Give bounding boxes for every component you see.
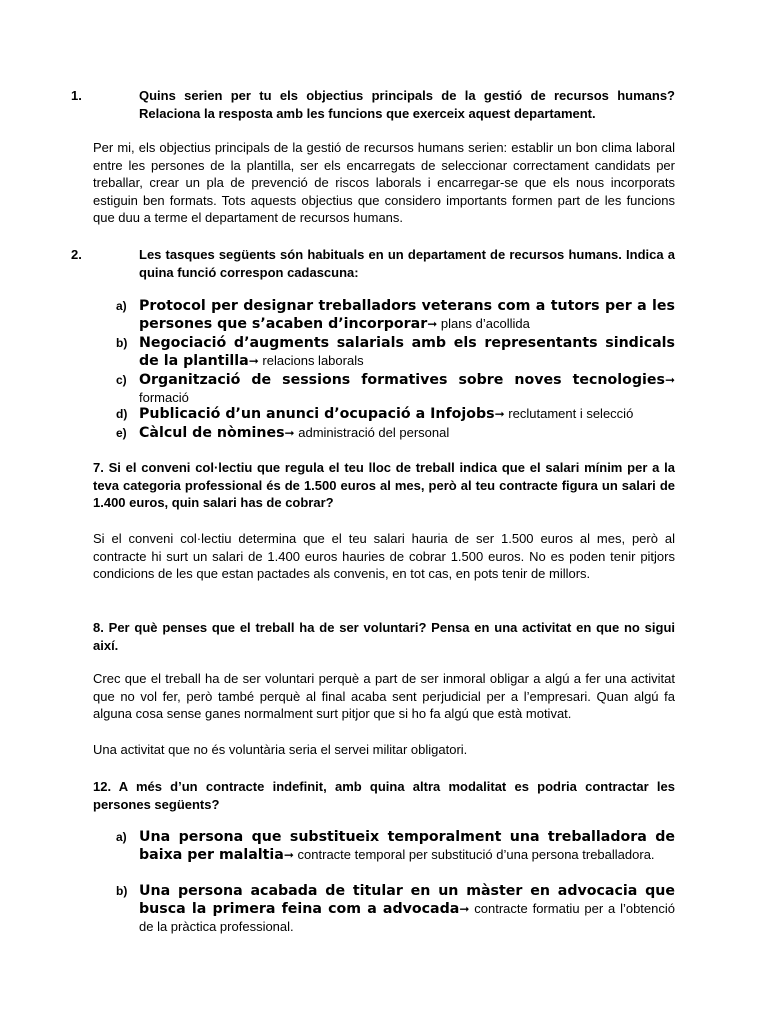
- option-text: Una persona acabada de titular en un màster en advocacia que busca la primera feina com a advocada: [139, 883, 675, 917]
- answer-7: Si el conveni col·lectiu determina que el teu salari hauria de ser 1.500 euros al mes, però al contracte hi surt un salari de 1.400 euros hauries de cobrar 1.500 euros. No es poden tenir pitjors condicions de les que estan pactades als convenis, en tot cas, en pots tenir de millors.: [93, 531, 675, 581]
- option-answer: reclutament i selecció: [508, 406, 634, 421]
- option-answer: contracte temporal per substitució d’una persona treballadora.: [297, 847, 655, 862]
- question-12: 12. A més d’un contracte indefinit, amb quina altra modalitat es podria contractar les persones següents?: [93, 779, 675, 812]
- option-answer: contracte formatiu per a l’obtenció de la pràctica professional.: [139, 901, 675, 934]
- arrow-icon: ➞: [283, 848, 294, 862]
- option-answer: plans d’acollida: [440, 316, 530, 331]
- q2-option-e: [116, 424, 675, 442]
- answer-8-paragraph-1: Crec que el treball ha de ser voluntari perquè a part de ser inmoral obligar a algú a fer una activitat que no vol fer, però també perquè al final acaba sent perjudicial per a l’empresari. Quan algú fa alguna cosa sense ganes normalment surt pitjor que si ho fa algú que està motivat.: [93, 671, 675, 721]
- q12-option-b: [116, 882, 675, 935]
- question-8: 8. Per què penses que el treball ha de ser voluntari? Pensa en una activitat en que no sigui així.: [93, 620, 675, 653]
- arrow-icon: ➞: [459, 902, 470, 916]
- option-letter: b): [116, 884, 128, 898]
- question-7: 7. Si el conveni col·lectiu que regula el teu lloc de treball indica que el salari mínim per a la teva categoria professional és de 1.500 euros al mes, però al teu contracte figura un salari de 1.400 euros, quin salari has de cobrar?: [93, 460, 675, 510]
- option-answer: formació: [139, 390, 189, 405]
- arrow-icon: ➞: [427, 317, 438, 331]
- option-text: Organització de sessions formatives sobre noves tecnologies: [139, 372, 665, 388]
- option-text: Una persona que substitueix temporalment una treballadora de baixa per malaltia: [139, 829, 675, 863]
- option-text: Protocol per designar treballadors veterans com a tutors per a les persones que s’acaben d’incorporar: [139, 298, 675, 332]
- option-letter: d): [116, 407, 128, 421]
- arrow-icon: ➞: [284, 426, 295, 440]
- question-1-text: Quins serien per tu els objectius principals de la gestió de recursos humans? Relaciona la resposta amb les funcions que exerceix aquest departament.: [139, 88, 675, 121]
- option-letter: e): [116, 426, 127, 440]
- option-answer: administració del personal: [298, 425, 450, 440]
- arrow-icon: ➞: [664, 373, 675, 387]
- option-letter: a): [116, 299, 127, 313]
- q12-option-a: [116, 828, 675, 864]
- question-2-text: Les tasques següents són habituals en un departament de recursos humans. Indica a quina funció correspon cadascuna:: [139, 247, 675, 280]
- q2-option-a: [116, 297, 675, 333]
- question-1-number: 1.: [71, 88, 82, 103]
- question-2-number: 2.: [71, 247, 82, 262]
- q2-option-d: [116, 405, 675, 423]
- arrow-icon: ➞: [248, 354, 259, 368]
- option-letter: c): [116, 373, 127, 387]
- option-letter: a): [116, 830, 127, 844]
- option-text: Càlcul de nòmines: [139, 425, 285, 441]
- arrow-icon: ➞: [494, 407, 505, 421]
- question-2: [71, 246, 675, 281]
- option-text: Publicació d’un anunci d’ocupació a Infojobs: [139, 406, 495, 422]
- option-answer: relacions laborals: [262, 353, 364, 368]
- question-1: [71, 87, 675, 122]
- q2-option-c: [116, 371, 675, 406]
- option-text: Negociació d’augments salarials amb els representants sindicals de la plantilla: [139, 335, 675, 369]
- q2-option-b: [116, 334, 675, 370]
- answer-8-paragraph-2: Una activitat que no és voluntària seria el servei militar obligatori.: [93, 742, 468, 757]
- answer-1: Per mi, els objectius principals de la gestió de recursos humans serien: establir un bon clima laboral entre les persones de la plantilla, ser els encarregats de seleccionar correctament candidats per treballar, crear un pla de prevenció de riscos laborals i encarregar-se que els nous incorporats estiguin ben formats. Tots aquests objectius que considero importants formen part de les funcions que duu a terme el departament de recursos humans.: [93, 140, 675, 225]
- option-letter: b): [116, 336, 128, 350]
